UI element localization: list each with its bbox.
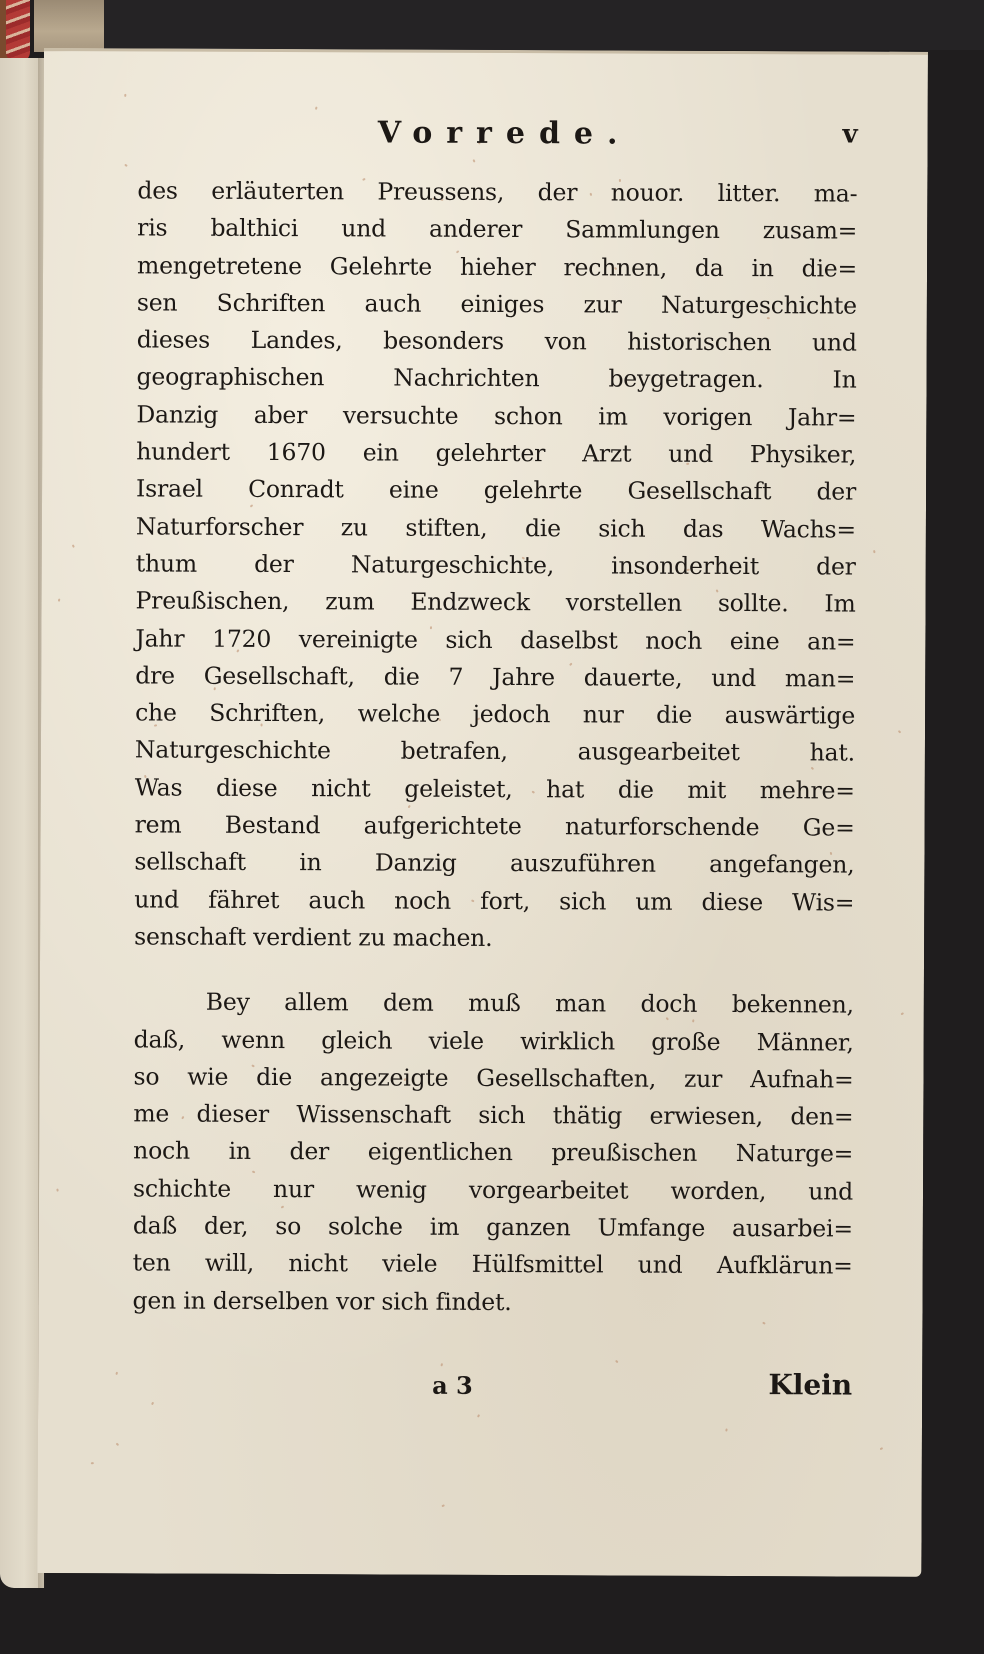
text-line: geographischen Nachrichten beygetragen. In	[136, 362, 857, 395]
text-line: so wie die angezeigte Gesellschaften, zur Aufnah=	[133, 1062, 854, 1094]
signature-mark: a 3	[432, 1370, 473, 1400]
dark-backdrop	[104, 0, 984, 50]
text-line: daß, wenn gleich viele wirklich große Männer,	[133, 1024, 854, 1057]
paper-speck	[124, 164, 128, 167]
paper-speck	[91, 1462, 94, 1464]
paper-speck	[441, 1504, 445, 1507]
paper-speck	[115, 1372, 118, 1375]
paragraph-gap	[134, 956, 854, 987]
paragraph-1	[134, 172, 857, 958]
text-line: ten will, nicht viele Hülfsmittel und Aufklärun=	[132, 1248, 853, 1280]
paper-speck	[725, 1428, 727, 1431]
text-line: Jahr 1720 vereinigte sich daselbst noch eine an=	[135, 623, 856, 656]
bookmark-ribbon	[6, 0, 30, 62]
page-footer	[132, 1363, 852, 1416]
text-line: noch in der eigentlichen preußischen Naturge=	[133, 1136, 854, 1168]
text-line: senschaft verdient zu machen.	[134, 922, 493, 952]
text-line: thum der Naturgeschichte, insonderheit der	[135, 549, 856, 581]
text-line: sellschaft in Danzig auszuführen angefangen,	[134, 847, 855, 879]
book-spine	[34, 0, 104, 52]
text-line: Naturforscher zu stiften, die sich das Wachs=	[135, 512, 856, 544]
paragraph-2	[132, 984, 853, 1323]
paper-speck	[880, 1447, 884, 1450]
text-line: me dieser Wissenschaft sich thätig erwiesen, den=	[133, 1099, 854, 1131]
paper-speck	[873, 550, 876, 553]
text-line: ris balthici und anderer Sammlungen zusam=	[137, 213, 858, 245]
catchword: Klein	[768, 1368, 853, 1402]
page-text	[132, 110, 858, 1416]
text-line: sen Schriften auch einiges zur Naturgeschichte	[136, 288, 857, 320]
text-line: mengetretene Gelehrte hieher rechnen, da in die=	[136, 251, 858, 283]
page-number: v	[842, 119, 858, 150]
text-line: rem Bestand aufgerichtete naturforschende Ge=	[134, 810, 855, 842]
paper-speck	[124, 94, 126, 97]
running-head	[137, 110, 857, 175]
text-line: Naturgeschichte betrafen, ausgearbeitet hat.	[134, 735, 855, 767]
paper-speck	[315, 106, 318, 109]
text-line: Danzig aber versuchte schon im vorigen Jahr=	[136, 400, 857, 432]
text-line: hundert 1670 ein gelehrter Arzt und Physiker,	[136, 437, 857, 469]
paper-speck	[56, 1188, 58, 1191]
text-line: Preußischen, zum Endzweck vorstellen sollte. Im	[135, 586, 856, 618]
text-line: Was diese nicht geleistet, hat die mit mehre=	[134, 773, 855, 805]
paper-speck	[72, 544, 75, 548]
text-line: daß der, so solche im ganzen Umfange ausarbei=	[132, 1211, 853, 1243]
paper-speck	[58, 598, 61, 601]
text-line: und fähret auch noch fort, sich um diese Wis=	[134, 885, 855, 917]
paper-speck	[900, 1012, 904, 1015]
text-line: des erläuterten Preussens, der nouor. litter. ma-	[137, 176, 858, 208]
text-line: che Schriften, welche jedoch nur die auswärtige	[135, 698, 856, 730]
text-line: schichte nur wenig vorgearbeitet worden, und	[132, 1174, 854, 1206]
book-page	[37, 48, 928, 1577]
text-line: dieses Landes, besonders von historischen und	[136, 325, 857, 357]
paper-speck	[898, 730, 902, 733]
text-line: Israel Conradt eine gelehrte Gesellschaft der	[136, 474, 857, 506]
running-head-title: Vorrede.	[377, 115, 632, 152]
paper-speck	[116, 1443, 120, 1446]
text-line: Bey allem dem muß man doch bekennen,	[205, 987, 854, 1019]
text-line: dre Gesellschaft, die 7 Jahre dauerte, und man=	[135, 661, 856, 693]
text-line: gen in derselben vor sich findet.	[132, 1286, 512, 1316]
